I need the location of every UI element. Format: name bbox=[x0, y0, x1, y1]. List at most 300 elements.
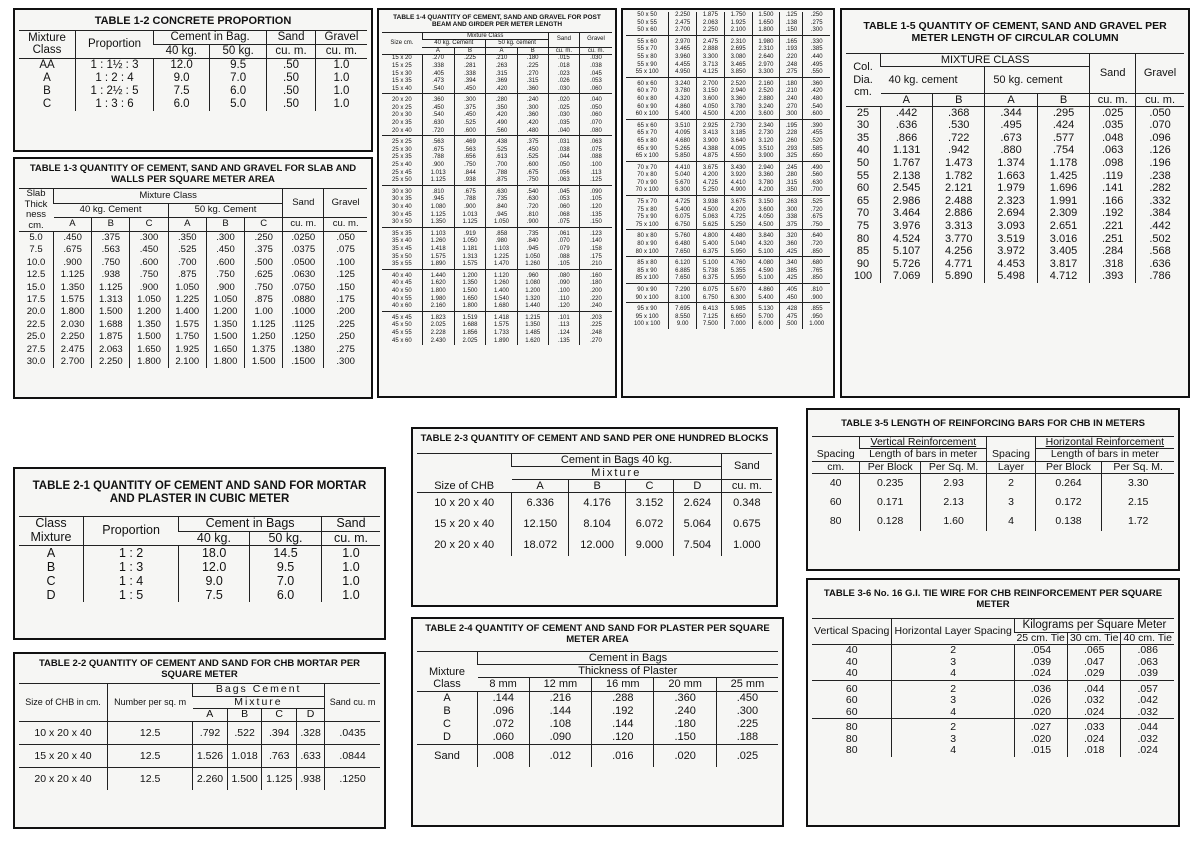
table-cell: .101 bbox=[548, 311, 579, 322]
table-row bbox=[626, 96, 830, 104]
table-2-4-panel bbox=[411, 617, 784, 827]
table-cell: .840 bbox=[486, 204, 517, 212]
table-cell: 40 x 50 bbox=[392, 287, 412, 294]
table-cell: .282 bbox=[1136, 182, 1184, 195]
table-cell: .600 bbox=[206, 257, 244, 269]
table-cell: 5.400 bbox=[752, 295, 780, 303]
table-cell: 5.670 bbox=[724, 284, 752, 295]
table-cell: 1.925 bbox=[724, 20, 752, 28]
table-row bbox=[626, 20, 830, 28]
table-cell: 70 x 90 bbox=[637, 179, 657, 186]
table-cell: 50 x 50 bbox=[637, 12, 657, 18]
table-row bbox=[846, 106, 1184, 119]
table-row bbox=[846, 220, 1184, 233]
table-cell: .393 bbox=[1090, 270, 1136, 283]
table-cell: 4.500 bbox=[697, 207, 725, 215]
table-cell: 10 x 20 x 40 bbox=[34, 726, 92, 739]
table-cell: 3.465 bbox=[724, 62, 752, 70]
table-cell: .600 bbox=[130, 257, 168, 269]
table-cell: 1.215 bbox=[517, 311, 548, 322]
table-cell: .900 bbox=[803, 295, 830, 303]
table-cell: .015 bbox=[548, 55, 579, 63]
table-cell: .405 bbox=[422, 71, 454, 79]
header-20mm: 20 mm bbox=[654, 678, 716, 691]
table-cell: 75 bbox=[856, 220, 870, 233]
table-row bbox=[626, 275, 830, 283]
table-cell: .188 bbox=[716, 731, 778, 745]
table-cell: 3.360 bbox=[752, 172, 780, 180]
table-cell: 1.500 bbox=[206, 331, 244, 343]
table-cell: .048 bbox=[1090, 132, 1136, 145]
table-cell: 1.080 bbox=[517, 280, 548, 288]
table-row bbox=[417, 705, 778, 718]
header-40kg: 40 kg. bbox=[153, 44, 209, 58]
table-cell: 5.040 bbox=[724, 241, 752, 249]
header-column-diameter: Col. Dia. cm. bbox=[846, 53, 881, 106]
table-cell: .300 bbox=[454, 94, 486, 105]
header-b: B bbox=[227, 709, 262, 722]
table-cell: .315 bbox=[780, 180, 803, 188]
table-cell: 7.000 bbox=[724, 321, 752, 329]
table-cell: 5.400 bbox=[669, 111, 697, 119]
table-cell: 4.176 bbox=[569, 492, 626, 514]
table-cell: 80 bbox=[856, 232, 870, 245]
table-cell: .020 bbox=[1014, 707, 1067, 719]
table-row bbox=[382, 147, 612, 155]
table-cell: 2.640 bbox=[752, 54, 780, 62]
table-cell: 1.260 bbox=[422, 238, 454, 246]
table-row bbox=[812, 719, 1174, 734]
header-25cm-tie: 25 cm. Tie bbox=[1014, 632, 1067, 645]
table-cell: 4.480 bbox=[724, 230, 752, 241]
table-cell: 3.972 bbox=[985, 245, 1037, 258]
table-cell: 3.938 bbox=[697, 196, 725, 207]
table-cell: 2.100 bbox=[168, 356, 206, 368]
table-cell: 1.680 bbox=[486, 303, 517, 311]
table-cell: 1.980 bbox=[422, 296, 454, 304]
table-cell: 1.856 bbox=[454, 330, 486, 338]
table-row bbox=[382, 78, 612, 86]
table-cell: .424 bbox=[1037, 119, 1089, 132]
table-2-4-body bbox=[417, 691, 778, 767]
table-cell: .060 bbox=[478, 731, 530, 745]
table-1-5 bbox=[846, 53, 1184, 284]
table-cell: .360 bbox=[517, 112, 548, 120]
table-cell: 1.320 bbox=[517, 296, 548, 304]
table-cell: 90 x 90 bbox=[626, 284, 669, 295]
table-row bbox=[626, 257, 830, 268]
table-cell: .900 bbox=[454, 204, 486, 212]
table-row bbox=[626, 230, 830, 241]
table-cell: .394 bbox=[262, 721, 297, 744]
table-cell: 4.860 bbox=[752, 284, 780, 295]
table-cell: 2.730 bbox=[724, 119, 752, 130]
table-cell: .245 bbox=[780, 161, 803, 172]
table-row bbox=[382, 280, 612, 288]
table-row bbox=[812, 657, 1174, 669]
table-cell: 3.817 bbox=[1037, 258, 1089, 271]
table-row bbox=[812, 668, 1174, 680]
header-size-of-chb: Size of CHB in cm. bbox=[19, 684, 108, 722]
header-b: B bbox=[1037, 93, 1089, 106]
header-vertical-length: Length of bars in meter bbox=[860, 449, 987, 462]
table-row bbox=[382, 120, 612, 128]
table-cell: 15 x 20 x 40 bbox=[434, 517, 495, 530]
table-cell: .500 bbox=[245, 257, 283, 269]
table-cell: 1.125 bbox=[422, 212, 454, 220]
table-row bbox=[812, 680, 1174, 695]
table-cell: 40 bbox=[829, 477, 842, 490]
table-cell: .495 bbox=[985, 119, 1037, 132]
table-cell: 4.050 bbox=[697, 104, 725, 112]
table-row bbox=[382, 112, 612, 120]
table-cell: 20.0 bbox=[26, 306, 46, 318]
table-cell: .050 bbox=[548, 162, 579, 170]
header-spacing: Spacing bbox=[812, 436, 860, 461]
table-cell: 4.760 bbox=[724, 257, 752, 268]
table-cell: 15.0 bbox=[26, 281, 46, 293]
table-cell: 3.093 bbox=[985, 220, 1037, 233]
table-cell: 80 bbox=[812, 719, 892, 734]
table-cell: 2.15 bbox=[1102, 493, 1174, 512]
table-cell: .026 bbox=[548, 78, 579, 86]
table-cell: .563 bbox=[422, 136, 454, 147]
table-cell: .150 bbox=[780, 27, 803, 35]
table-cell: 1.050 bbox=[168, 282, 206, 294]
table-row bbox=[19, 257, 367, 269]
table-cell: .320 bbox=[780, 230, 803, 241]
table-cell: .636 bbox=[1136, 258, 1184, 271]
table-cell: 3.510 bbox=[669, 119, 697, 130]
table-cell: 1.400 bbox=[486, 288, 517, 296]
table-cell: .040 bbox=[580, 94, 613, 105]
table-row bbox=[19, 232, 367, 245]
table-row bbox=[626, 303, 830, 314]
table-cell: 12.5 bbox=[108, 721, 193, 744]
table-cell: .450 bbox=[517, 147, 548, 155]
table-cell: 30 x 30 bbox=[382, 185, 422, 196]
table-cell: 60 bbox=[812, 680, 892, 695]
table-row bbox=[382, 63, 612, 71]
table-cell: 1 : 2 : 4 bbox=[76, 72, 154, 85]
table-row bbox=[626, 196, 830, 207]
table-row bbox=[812, 707, 1174, 719]
table-cell: .600 bbox=[454, 128, 486, 136]
table-row bbox=[626, 46, 830, 54]
table-row bbox=[19, 72, 367, 85]
table-cell: .025 bbox=[716, 744, 778, 767]
table-cell: .950 bbox=[803, 314, 830, 322]
table-cell: 6.072 bbox=[626, 514, 674, 535]
table-cell: .275 bbox=[780, 69, 803, 77]
table-cell: 4.500 bbox=[752, 222, 780, 230]
table-cell: 95 x 100 bbox=[635, 313, 659, 320]
table-cell: 2.475 bbox=[697, 35, 725, 46]
table-cell: 80 bbox=[845, 732, 858, 745]
table-cell: 35 x 55 bbox=[392, 261, 412, 268]
table-cell: .025 bbox=[548, 105, 579, 113]
table-row bbox=[812, 695, 1174, 707]
table-cell: .855 bbox=[803, 303, 830, 314]
table-cell: .221 bbox=[1090, 220, 1136, 233]
table-cell: 4.860 bbox=[669, 104, 697, 112]
table-cell: 1.131 bbox=[881, 144, 933, 157]
table-3-6-body bbox=[812, 645, 1174, 757]
table-cell: .613 bbox=[486, 154, 517, 162]
table-cell: 1.991 bbox=[1037, 195, 1089, 208]
table-cell: .1000 bbox=[283, 306, 324, 318]
table-cell: 2.030 bbox=[54, 319, 92, 331]
table-cell: .450 bbox=[130, 244, 168, 256]
table-cell: .175 bbox=[580, 254, 613, 262]
table-cell: .053 bbox=[580, 78, 613, 86]
table-cell: 30 x 35 bbox=[392, 196, 412, 203]
table-cell: 2.250 bbox=[92, 356, 130, 368]
header-sand: Sand cu. m bbox=[325, 684, 380, 722]
table-cell: 1.0 bbox=[321, 588, 380, 602]
table-cell: .225 bbox=[716, 718, 778, 731]
table-cell: 3.780 bbox=[752, 180, 780, 188]
table-cell: 2.886 bbox=[933, 207, 985, 220]
table-cell: .428 bbox=[780, 303, 803, 314]
table-cell: .050 bbox=[1136, 106, 1184, 119]
table-cell: 1.125 bbox=[92, 282, 130, 294]
table-cell: 2.340 bbox=[752, 119, 780, 130]
table-cell: .108 bbox=[529, 718, 591, 731]
table-cell: 1.050 bbox=[206, 294, 244, 306]
table-cell: 6.336 bbox=[512, 492, 569, 514]
table-cell: .225 bbox=[454, 55, 486, 63]
table-cell: 1.080 bbox=[422, 204, 454, 212]
table-cell: .1250 bbox=[325, 767, 380, 790]
table-cell: .035 bbox=[548, 120, 579, 128]
table-cell: .030 bbox=[548, 112, 579, 120]
table-row bbox=[382, 170, 612, 178]
table-cell: 4 bbox=[987, 512, 1035, 531]
table-3-5-body bbox=[812, 474, 1174, 532]
table-cell: 2.100 bbox=[724, 27, 752, 35]
table-1-3-body bbox=[19, 232, 367, 369]
table-cell: .300 bbox=[716, 705, 778, 718]
table-cell: .020 bbox=[654, 744, 716, 767]
table-cell: .700 bbox=[803, 187, 830, 195]
table-cell: .560 bbox=[803, 172, 830, 180]
table-row bbox=[626, 111, 830, 119]
table-cell: 3.976 bbox=[881, 220, 933, 233]
table-cell: .420 bbox=[517, 120, 548, 128]
table-cell: B bbox=[43, 84, 51, 97]
table-cell: .053 bbox=[548, 196, 579, 204]
table-cell: .490 bbox=[803, 161, 830, 172]
table-cell: .100 bbox=[324, 257, 367, 269]
table-cell: .024 bbox=[1067, 707, 1121, 719]
header-proportion: Proportion bbox=[84, 516, 179, 546]
header-sand-unit: cu. m. bbox=[321, 531, 380, 546]
table-row bbox=[382, 154, 612, 162]
table-cell: 75 x 100 bbox=[635, 221, 659, 228]
table-cell: 50 bbox=[856, 157, 870, 170]
table-cell: .300 bbox=[780, 207, 803, 215]
table-cell: 40 bbox=[845, 644, 858, 657]
table-cell: 2.700 bbox=[697, 77, 725, 88]
table-cell: .630 bbox=[803, 180, 830, 188]
table-cell: 3 bbox=[987, 493, 1035, 512]
table-cell: 4.080 bbox=[752, 257, 780, 268]
table-2-3 bbox=[417, 453, 772, 556]
table-cell: 1.400 bbox=[168, 306, 206, 318]
table-1-4-continued-panel bbox=[621, 8, 835, 398]
table-cell: 1.0 bbox=[315, 58, 367, 72]
table-cell: 1.050 bbox=[130, 294, 168, 306]
table-cell: .027 bbox=[1014, 719, 1067, 734]
table-cell: .150 bbox=[654, 731, 716, 745]
table-cell: .270 bbox=[517, 71, 548, 79]
table-cell: .061 bbox=[548, 227, 579, 238]
table-row bbox=[382, 212, 612, 220]
table-cell: .563 bbox=[92, 244, 130, 256]
table-row bbox=[626, 241, 830, 249]
header-b: B bbox=[933, 93, 985, 106]
table-cell: .070 bbox=[548, 238, 579, 246]
table-cell: 1.500 bbox=[454, 288, 486, 296]
table-cell: .919 bbox=[454, 227, 486, 238]
table-cell: 2.520 bbox=[752, 88, 780, 96]
table-cell: 1.200 bbox=[517, 288, 548, 296]
table-row bbox=[19, 306, 367, 318]
table-cell: 9.5 bbox=[250, 560, 322, 574]
table-cell: 1.800 bbox=[130, 356, 168, 368]
table-cell: 1.050 bbox=[517, 254, 548, 262]
table-cell: 7.650 bbox=[669, 249, 697, 257]
table-cell: 5.700 bbox=[752, 314, 780, 322]
table-cell: 40 x 60 bbox=[392, 303, 412, 310]
table-2-2 bbox=[19, 683, 380, 790]
table-cell: .275 bbox=[324, 344, 367, 356]
table-cell: 5.130 bbox=[752, 303, 780, 314]
table-cell: .900 bbox=[54, 257, 92, 269]
table-cell: .375 bbox=[92, 232, 130, 245]
table-cell: 20 x 40 bbox=[392, 127, 412, 134]
table-row bbox=[417, 691, 778, 705]
table-cell: 1.650 bbox=[752, 20, 780, 28]
table-cell: .008 bbox=[478, 744, 530, 767]
table-cell: .332 bbox=[1136, 195, 1184, 208]
table-cell: 5.265 bbox=[669, 146, 697, 154]
table-row bbox=[626, 130, 830, 138]
table-cell: 0.348 bbox=[721, 492, 772, 514]
table-cell: 2.940 bbox=[752, 161, 780, 172]
table-row bbox=[19, 546, 380, 561]
table-cell: D bbox=[46, 588, 56, 603]
table-cell: 25 x 35 bbox=[392, 154, 412, 161]
table-cell: 4.410 bbox=[669, 161, 697, 172]
table-cell: 40 bbox=[856, 144, 870, 157]
table-cell: 5.064 bbox=[673, 514, 721, 535]
table-cell: 12.5 bbox=[108, 744, 193, 767]
table-cell: .600 bbox=[517, 162, 548, 170]
table-row bbox=[846, 245, 1184, 258]
table-cell: .144 bbox=[592, 718, 654, 731]
table-cell: 1.620 bbox=[422, 280, 454, 288]
table-cell: .540 bbox=[517, 185, 548, 196]
table-cell: .722 bbox=[933, 132, 985, 145]
table-cell: 8.550 bbox=[669, 314, 697, 322]
table-row bbox=[382, 86, 612, 94]
table-row bbox=[626, 249, 830, 257]
table-cell: .075 bbox=[324, 244, 367, 256]
table-cell: 1.313 bbox=[454, 254, 486, 262]
table-cell: 12.5 bbox=[108, 767, 193, 790]
table-cell: 2.160 bbox=[752, 77, 780, 88]
table-cell: .315 bbox=[486, 71, 517, 79]
table-cell: .210 bbox=[780, 88, 803, 96]
table-cell: .700 bbox=[486, 162, 517, 170]
table-cell: 25 bbox=[856, 106, 870, 119]
table-cell: 2.323 bbox=[985, 195, 1037, 208]
table-cell: .585 bbox=[803, 146, 830, 154]
table-row bbox=[382, 330, 612, 338]
header-gravel: Gravel bbox=[580, 32, 613, 47]
table-cell: .166 bbox=[1090, 195, 1136, 208]
table-cell: 3.675 bbox=[724, 196, 752, 207]
table-cell: .015 bbox=[1014, 745, 1067, 757]
table-cell: .786 bbox=[1136, 270, 1184, 283]
table-cell: 55 x 100 bbox=[635, 69, 659, 76]
table-cell: 4.320 bbox=[752, 241, 780, 249]
table-cell: 3.600 bbox=[752, 111, 780, 119]
table-cell: .720 bbox=[517, 204, 548, 212]
table-row bbox=[846, 182, 1184, 195]
header-gravel-unit: cu. m. bbox=[580, 47, 613, 55]
table-cell: 9.0 bbox=[179, 574, 250, 588]
table-cell: 1.470 bbox=[486, 261, 517, 269]
table-cell: .120 bbox=[548, 303, 579, 311]
table-cell: 6.075 bbox=[669, 214, 697, 222]
table-cell: .866 bbox=[881, 132, 933, 145]
table-cell: .1250 bbox=[283, 331, 324, 343]
table-cell: 1.018 bbox=[227, 744, 262, 767]
header-sand: Sand bbox=[721, 453, 772, 479]
table-cell: 1 : 3 : 6 bbox=[76, 98, 154, 111]
header-sand: Sand bbox=[1090, 53, 1136, 93]
table-cell: .158 bbox=[580, 246, 613, 254]
header-sand-unit: cu. m. bbox=[721, 479, 772, 492]
table-cell: .125 bbox=[324, 269, 367, 281]
table-cell: .375 bbox=[517, 136, 548, 147]
table-cell: 1.375 bbox=[245, 344, 283, 356]
table-cell: .063 bbox=[1121, 657, 1174, 669]
table-cell: .540 bbox=[803, 104, 830, 112]
table-cell: 1.620 bbox=[517, 338, 548, 346]
table-cell: 40 x 45 bbox=[392, 280, 412, 287]
table-cell: .300 bbox=[130, 232, 168, 245]
table-cell: .060 bbox=[580, 112, 613, 120]
table-cell: .032 bbox=[1067, 695, 1121, 707]
header-c: C bbox=[262, 709, 297, 722]
table-cell: 1.313 bbox=[92, 294, 130, 306]
table-2-3-title: TABLE 2-3 QUANTITY OF CEMENT AND SAND PER ONE HUNDRED BLOCKS bbox=[420, 433, 769, 444]
table-row bbox=[626, 187, 830, 195]
table-cell: .763 bbox=[262, 744, 297, 767]
table-cell: 1.60 bbox=[920, 512, 986, 531]
table-cell: .119 bbox=[1090, 170, 1136, 183]
table-cell: D bbox=[443, 730, 451, 743]
table-cell: B bbox=[443, 704, 451, 717]
table-cell: 1.800 bbox=[422, 288, 454, 296]
header-40kg-cement: 40 kg. Cement bbox=[54, 203, 169, 217]
table-cell: 3 bbox=[892, 695, 1015, 707]
table-cell: 5.890 bbox=[933, 270, 985, 283]
